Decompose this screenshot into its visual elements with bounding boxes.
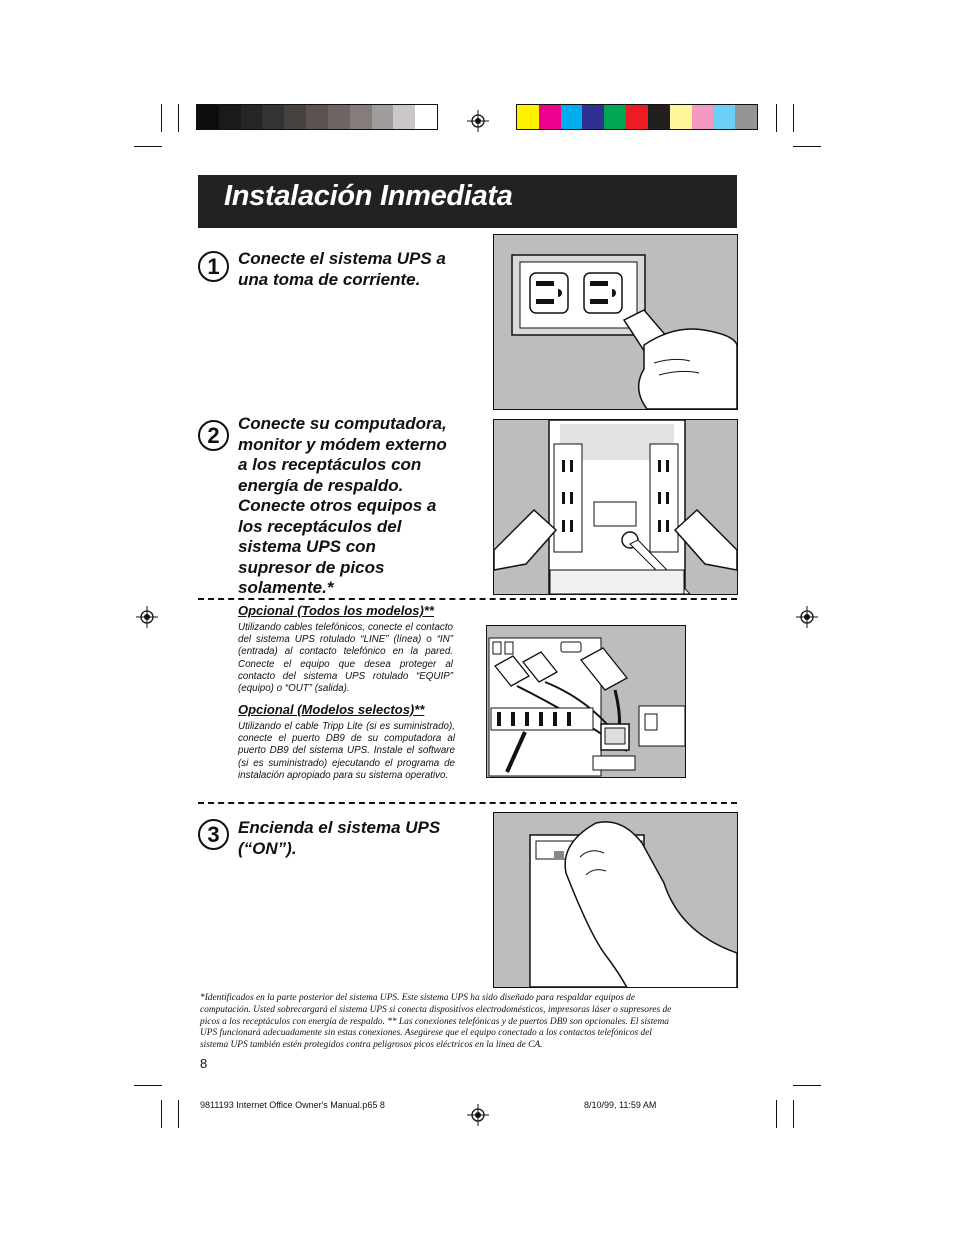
color-swatch bbox=[604, 105, 626, 129]
phone-db9-connections-illustration bbox=[486, 625, 686, 778]
outlet-plug-illustration bbox=[493, 234, 738, 410]
gray-swatch bbox=[241, 105, 263, 129]
registration-mark-icon bbox=[136, 606, 158, 628]
gray-swatch bbox=[372, 105, 394, 129]
color-swatch bbox=[670, 105, 692, 129]
color-swatch bbox=[648, 105, 670, 129]
gray-swatch bbox=[262, 105, 284, 129]
grayscale-color-bar bbox=[196, 104, 438, 130]
step-3-number: 3 bbox=[198, 819, 229, 850]
color-swatch bbox=[561, 105, 583, 129]
gray-swatch bbox=[350, 105, 372, 129]
color-swatch bbox=[582, 105, 604, 129]
step-1-number: 1 bbox=[198, 251, 229, 282]
ups-receptacles-illustration bbox=[493, 419, 738, 595]
optional-all-models-body: Utilizando cables telefónicos, conecte el contacto del sistema UPS rotulado “LINE” (línea) o “IN” (entrada) al contacto telefónico en la pared. Conecte el equipo que desea proteger al contacto del sistema UPS rotulado “EQUIP” (equipo) o “OUT” (salida). bbox=[238, 622, 453, 695]
page-number: 8 bbox=[200, 1056, 208, 1071]
color-swatch bbox=[626, 105, 648, 129]
registration-mark-icon bbox=[796, 606, 818, 628]
color-swatch bbox=[713, 105, 735, 129]
registration-mark-icon bbox=[467, 1104, 489, 1126]
gray-swatch bbox=[306, 105, 328, 129]
color-swatch bbox=[517, 105, 539, 129]
gray-swatch bbox=[284, 105, 306, 129]
gray-swatch bbox=[393, 105, 415, 129]
color-swatch bbox=[539, 105, 561, 129]
optional-select-models-body: Utilizando el cable Tripp Lite (si es suministrado), conecte el puerto DB9 de su computadora al puerto DB9 del sistema UPS. Instale el software (si es suministrado) ejecutando el programa de instalación apropiado para su sistema operativo. bbox=[238, 721, 455, 781]
gray-swatch bbox=[328, 105, 350, 129]
slug-filename: 9811193 Internet Office Owner's Manual.p65 8 bbox=[200, 1100, 385, 1110]
gray-swatch bbox=[415, 105, 437, 129]
color-swatch bbox=[692, 105, 714, 129]
gray-swatch bbox=[219, 105, 241, 129]
optional-all-models-heading: Opcional (Todos los modelos)** bbox=[238, 603, 434, 618]
step-1-text: Conecte el sistema UPS a una toma de corriente. bbox=[238, 249, 446, 289]
footnote: *Identificados en la parte posterior del sistema UPS. Este sistema UPS ha sido diseñado para respaldar equipos de computación. Usted sobrecargará el sistema UPS si conecta dispositivos electrodomésticos, impresoras láser o supresores de picos a los receptáculos con energía de respaldo. ** Las conexiones telefónicas y de puertos DB9 son opcionales. El sistema UPS funcionará adecuadamente sin estas conexiones. Asegúrese que el equipo conectado a los contactos telefónicos del sistema UPS también estén protegidos contra peligrosos picos eléctricos en la línea de CA. bbox=[200, 993, 672, 1051]
power-on-illustration bbox=[493, 812, 738, 988]
process-color-bar bbox=[516, 104, 758, 130]
optional-select-models-heading: Opcional (Modelos selectos)** bbox=[238, 702, 425, 717]
step-2-number: 2 bbox=[198, 420, 229, 451]
slug-date: 8/10/99, 11:59 AM bbox=[584, 1100, 657, 1110]
color-swatch bbox=[735, 105, 757, 129]
step-3-text: Encienda el sistema UPS (“ON”). bbox=[238, 818, 441, 858]
step-2-text: Conecte su computadora, monitor y módem externo a los receptáculos con energía de respaldo. Conecte otros equipos a los receptáculos del sistema UPS con supresor de picos solamente.* bbox=[238, 414, 447, 597]
page-title: Instalación Inmediata bbox=[224, 180, 513, 212]
gray-swatch bbox=[197, 105, 219, 129]
registration-mark-icon bbox=[467, 110, 489, 132]
